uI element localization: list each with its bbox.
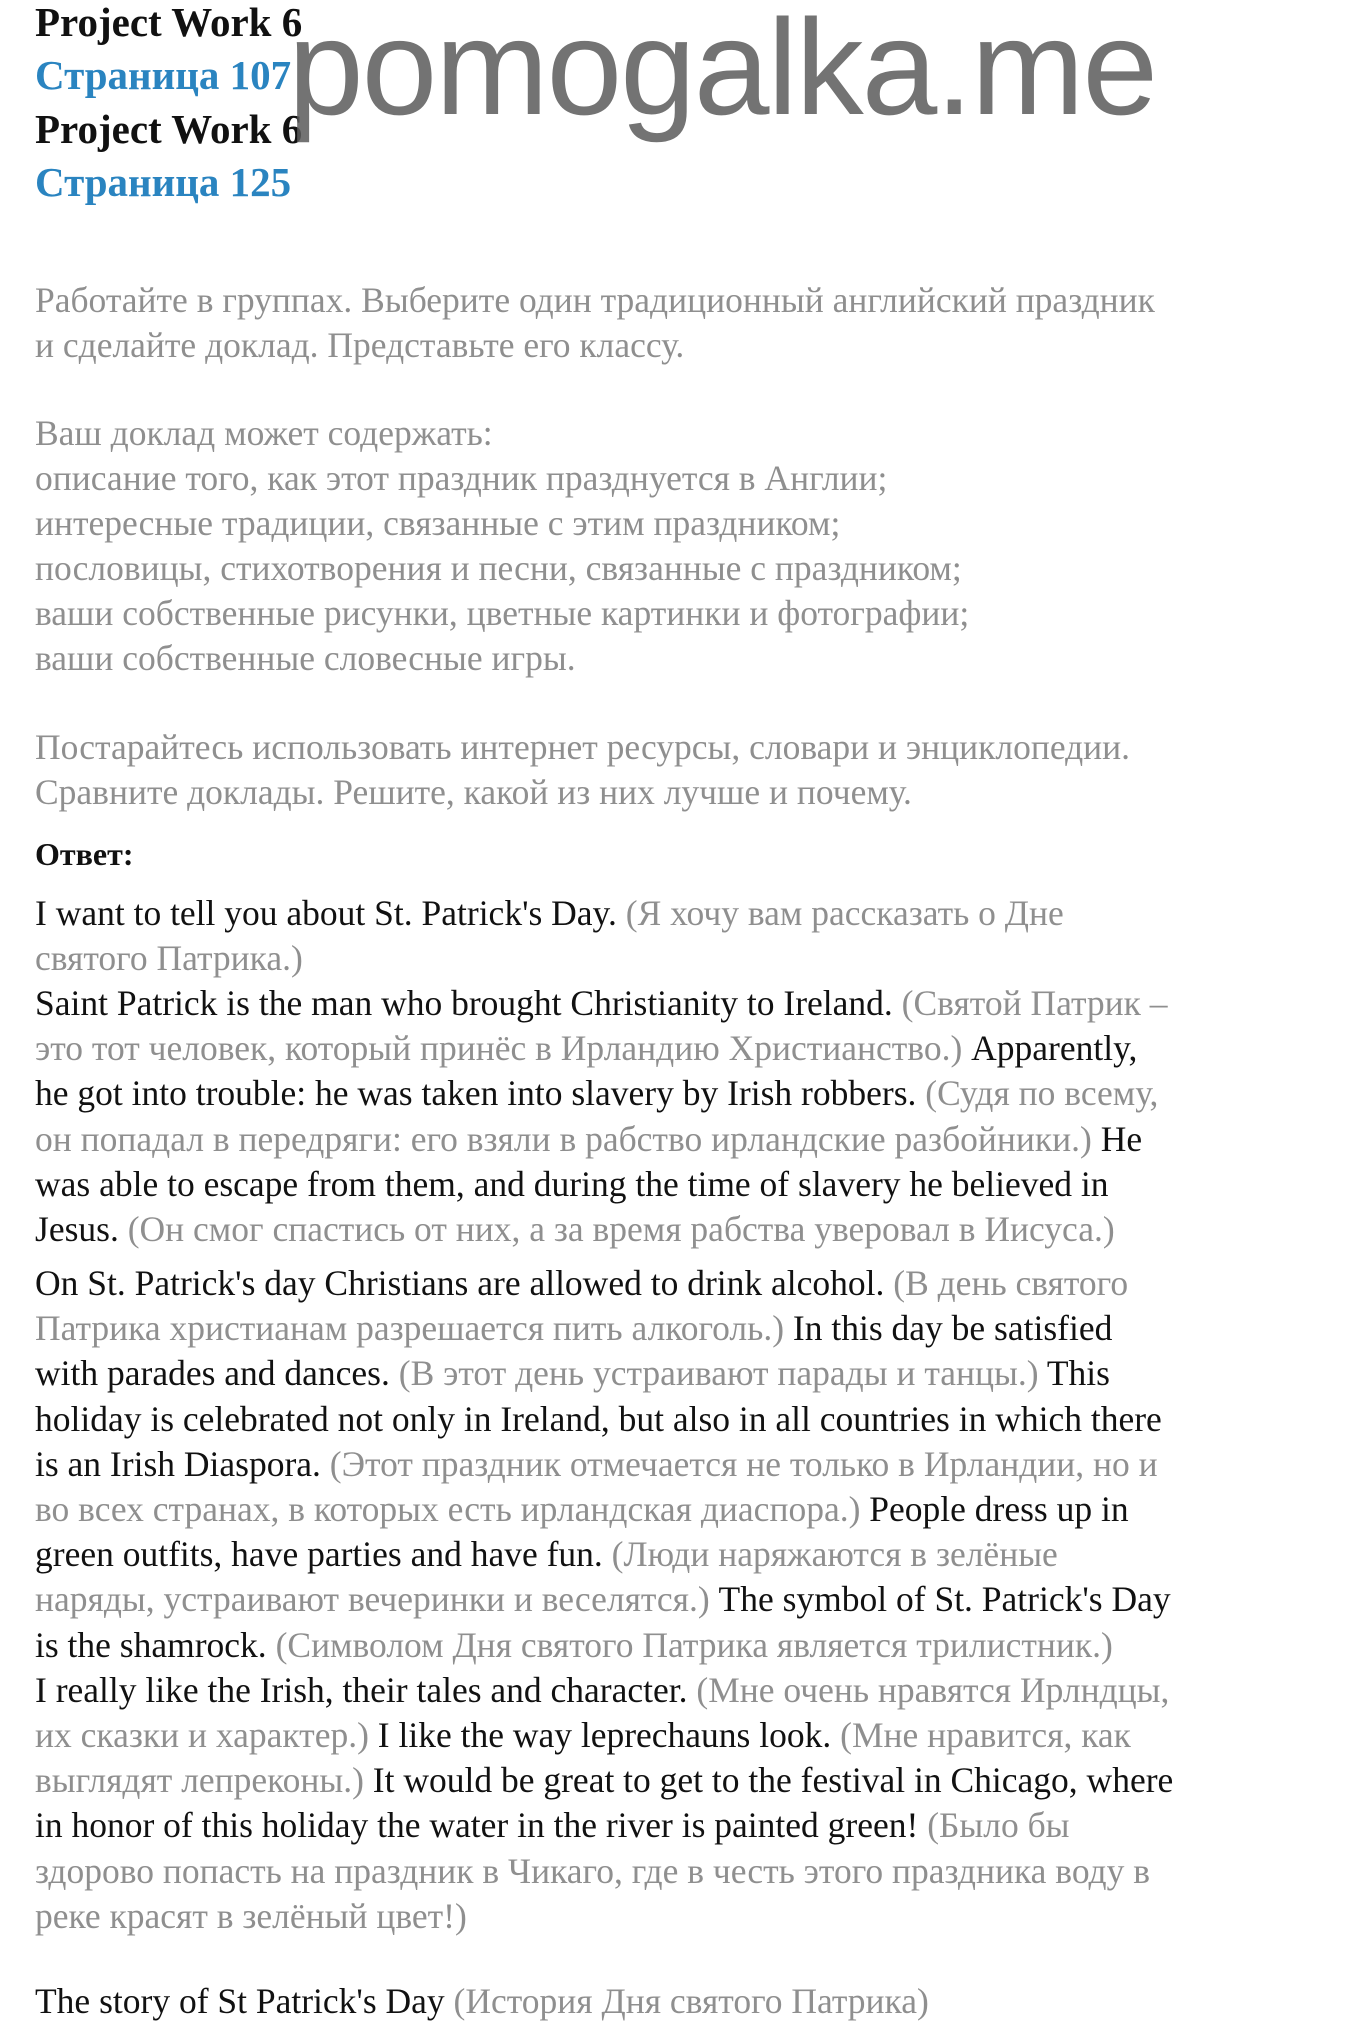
task-contents-line: ваши собственные рисунки, цветные картинки и фотографии; (35, 593, 970, 633)
task-contents-line: пословицы, стихотворения и песни, связанные с праздником; (35, 548, 962, 588)
translation-text: реке красят в зелёный цвет!) (35, 1895, 467, 1936)
project-heading-2: Project Work 6 (35, 106, 303, 152)
english-text: I like the way leprechauns look. (377, 1715, 841, 1756)
english-text: in honor of this holiday the water in the river is painted green! (35, 1805, 928, 1846)
translation-text: во всех странах, в которых есть ирландская диаспора.) (35, 1489, 870, 1530)
task-contents-line: интересные традиции, связанные с этим праздником; (35, 503, 841, 543)
translation-text: (Символом Дня святого Патрика является трилистник.) (275, 1624, 1113, 1665)
english-text: The symbol of St. Patrick's Day (718, 1579, 1171, 1620)
answer-paragraph-4 (35, 1979, 929, 2024)
translation-text: (Люди наряжаются в зелёные (611, 1534, 1058, 1575)
translation-text: (Я хочу вам рассказать о Дне (625, 893, 1064, 933)
english-text: is an Irish Diaspora. (35, 1443, 330, 1484)
english-text: On St. Patrick's day Christians are allowed to drink alcohol. (35, 1263, 894, 1303)
english-text: The story of St Patrick's Day (35, 1981, 454, 2021)
translation-text: (Мне очень нравятся Ирлндцы, (696, 1669, 1170, 1710)
answer-paragraph-2 (35, 981, 1168, 1252)
english-text: Apparently, (971, 1028, 1138, 1069)
english-text: with parades and dances. (35, 1353, 399, 1394)
translation-text: (История Дня святого Патрика) (453, 1981, 929, 2021)
translation-text: святого Патрика.) (35, 938, 303, 979)
project-heading-1: Project Work 6 (35, 0, 303, 45)
task-intro-line: Работайте в группах. Выберите один традиционный английский праздник (35, 280, 1155, 320)
page-link-125[interactable]: Страница 125 (35, 159, 292, 205)
english-text: In this day be satisfied (792, 1308, 1113, 1349)
task-intro-line: и сделайте доклад. Представьте его классу. (35, 325, 685, 365)
english-text: holiday is celebrated not only in Ireland, but also in all countries in which there (35, 1398, 1162, 1439)
english-text: is the shamrock. (35, 1624, 276, 1665)
watermark-logo: pomogalka.me (288, 0, 1157, 143)
answer-paragraph-1 (35, 891, 1064, 981)
english-text: This (1046, 1353, 1110, 1394)
translation-text: наряды, устраивают вечеринки и веселятся.) (35, 1579, 719, 1620)
task-intro (35, 278, 1155, 368)
english-text: He (1100, 1118, 1143, 1159)
translation-text: выглядят лепреконы.) (35, 1760, 373, 1801)
translation-text: он попадал в передряги: его взяли в рабство ирландские разбойники.) (35, 1118, 1101, 1159)
english-text: he got into trouble: he was taken into slavery by Irish robbers. (35, 1073, 926, 1114)
translation-text: (Он смог спастись от них, а за время рабства уверовал в Иисуса.) (127, 1209, 1115, 1250)
task-contents (35, 411, 969, 681)
translation-text: (Этот праздник отмечается не только в Ирландии, но и (329, 1443, 1158, 1484)
answer-paragraph-3 (35, 1261, 1173, 1939)
page-link-107[interactable]: Страница 107 (35, 52, 292, 98)
translation-text: их сказки и характер.) (35, 1715, 378, 1756)
english-text: I want to tell you about St. Patrick's Day. (35, 893, 626, 933)
task-contents-line: ваши собственные словесные игры. (35, 638, 576, 678)
translation-text: (Было бы (927, 1805, 1070, 1846)
english-text: People dress up in (869, 1489, 1129, 1530)
translation-text: (Святой Патрик – (901, 983, 1168, 1023)
task-advice-line: Постарайтесь использовать интернет ресурсы, словари и энциклопедии. (35, 727, 1131, 767)
task-advice (35, 725, 1130, 815)
translation-text: (Судя по всему, (925, 1073, 1159, 1114)
translation-text: здорово попасть на праздник в Чикаго, где в честь этого праздника воду в (35, 1850, 1150, 1891)
translation-text: Патрика христианам разрешается пить алкоголь.) (35, 1308, 793, 1349)
english-text: green outfits, have parties and have fun. (35, 1534, 612, 1575)
translation-text: (Мне нравится, как (840, 1715, 1131, 1756)
translation-text: (В день святого (893, 1263, 1129, 1303)
english-text: Saint Patrick is the man who brought Christianity to Ireland. (35, 983, 902, 1023)
task-contents-line: описание того, как этот праздник празднуется в Англии; (35, 458, 888, 498)
english-text: Jesus. (35, 1209, 128, 1250)
translation-text: это тот человек, который принёс в Ирландию Христианство.) (35, 1028, 972, 1069)
english-text: I really like the Irish, their tales and character. (35, 1669, 697, 1710)
english-text: was able to escape from them, and during the time of slavery he believed in (35, 1163, 1109, 1204)
task-contents-line: Ваш доклад может содержать: (35, 413, 493, 453)
translation-text: (В этот день устраивают парады и танцы.) (398, 1353, 1047, 1394)
english-text: It would be great to get to the festival in Chicago, where (372, 1760, 1174, 1801)
answer-label: Ответ: (35, 836, 134, 872)
task-advice-line: Сравните доклады. Решите, какой из них лучше и почему. (35, 772, 912, 812)
